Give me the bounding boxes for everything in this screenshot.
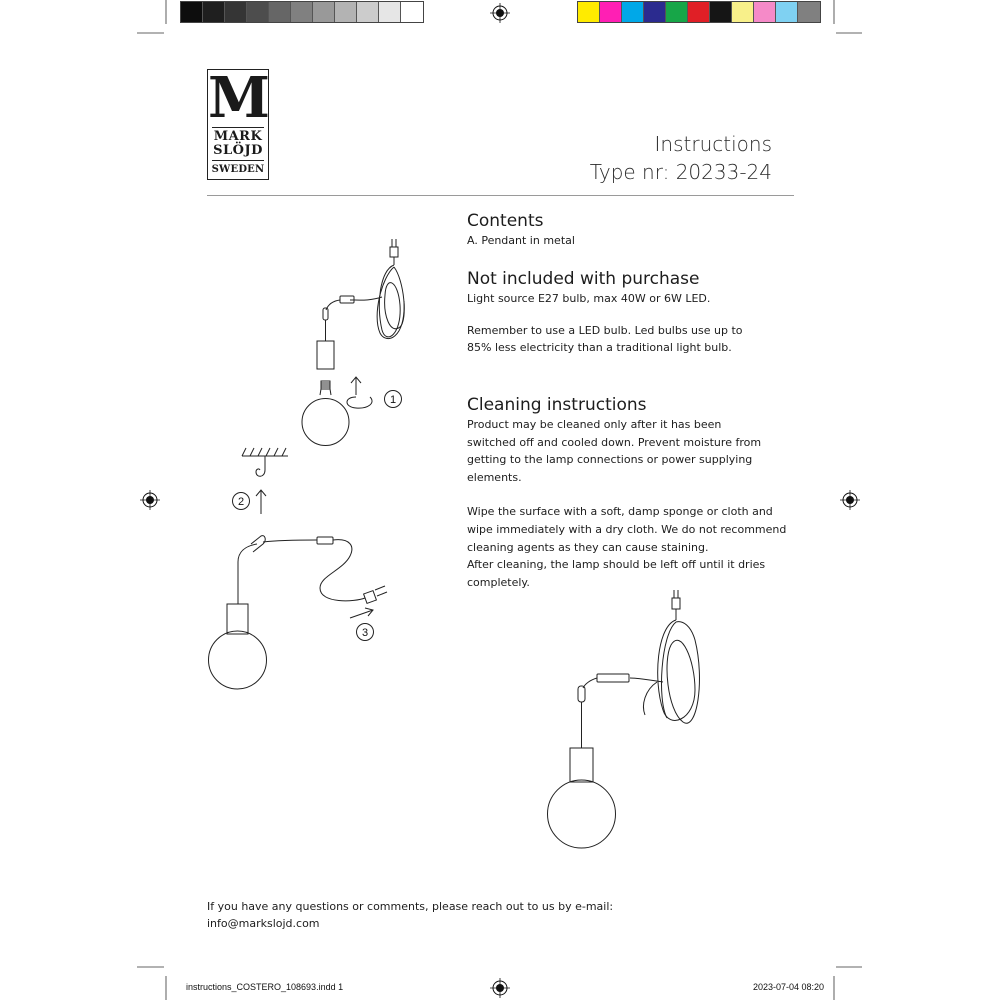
type-number: Type nr: 20233-24 [589, 160, 772, 184]
contact-text: If you have any questions or comments, please reach out to us by e-mail: [207, 900, 614, 913]
light-source-text: Light source E27 bulb, max 40W or 6W LED. [467, 292, 711, 305]
logo-line-slojd: SLÖJD [213, 143, 263, 158]
led-reminder-text [467, 322, 743, 357]
document-title: Instructions [654, 132, 772, 156]
registration-mark-left [140, 490, 160, 510]
cleaning-paragraph-1 [467, 416, 786, 486]
slug-filename: instructions_COSTERO_108693.indd 1 [186, 982, 344, 992]
cleaning-paragraph-2 [467, 503, 786, 591]
cleaning-line: elements. [467, 470, 522, 484]
contact-note [207, 898, 613, 932]
cleaning-line: Product may be cleaned only after it has been [467, 418, 722, 431]
cleaning-line: getting to the lamp connections or power supplying [467, 453, 753, 467]
document-title-block [590, 130, 772, 186]
registration-mark-bottom [490, 978, 510, 998]
contact-email: info@markslojd.com [207, 917, 320, 930]
step2-badge [231, 491, 251, 511]
not-included-heading: Not included with purchase [467, 269, 700, 289]
step1-number: 1 [389, 394, 397, 406]
markslojd-logo [207, 65, 269, 180]
logo-rule [212, 127, 264, 128]
cleaning-line: completely. [467, 575, 530, 589]
step2-number: 2 [237, 496, 245, 508]
cleaning-line: wipe immediately with a dry cloth. We do not recommend [467, 522, 787, 536]
header-divider [207, 195, 794, 196]
cleaning-section [467, 394, 786, 591]
slug-datetime: 2023-07-04 08:20 [752, 982, 824, 992]
logo-line-mark: MARK [213, 129, 263, 144]
step1-illustration [290, 235, 420, 450]
cleaning-line: cleaning agents as they can cause staining. [467, 540, 709, 554]
cleaning-line: Wipe the surface with a soft, damp sponge or cloth and [467, 505, 773, 519]
not-included-section [467, 268, 743, 357]
led-reminder-line: Remember to use a LED bulb. Led bulbs use up to [467, 323, 743, 337]
cleaning-line: switched off and cooled down. Prevent moisture from [467, 435, 762, 449]
logo-letter: M [208, 65, 268, 131]
logo-line-sweden: SWEDEN [211, 164, 265, 175]
led-reminder-line: 85% less electricity than a traditional light bulb. [467, 341, 732, 355]
registration-mark-right [840, 490, 860, 510]
product-overview-illustration [545, 590, 710, 855]
step3-number: 3 [361, 627, 369, 639]
contents-section [467, 210, 575, 250]
step3-badge [355, 622, 375, 642]
contents-item: A. Pendant in metal [467, 234, 575, 247]
contents-heading: Contents [467, 211, 544, 231]
cleaning-line: After cleaning, the lamp should be left off until it dries [467, 558, 766, 572]
step3-illustration [205, 528, 395, 693]
cleaning-heading: Cleaning instructions [467, 395, 647, 415]
logo-rule [212, 160, 264, 161]
registration-mark-top [490, 3, 510, 23]
step1-badge [383, 389, 403, 409]
